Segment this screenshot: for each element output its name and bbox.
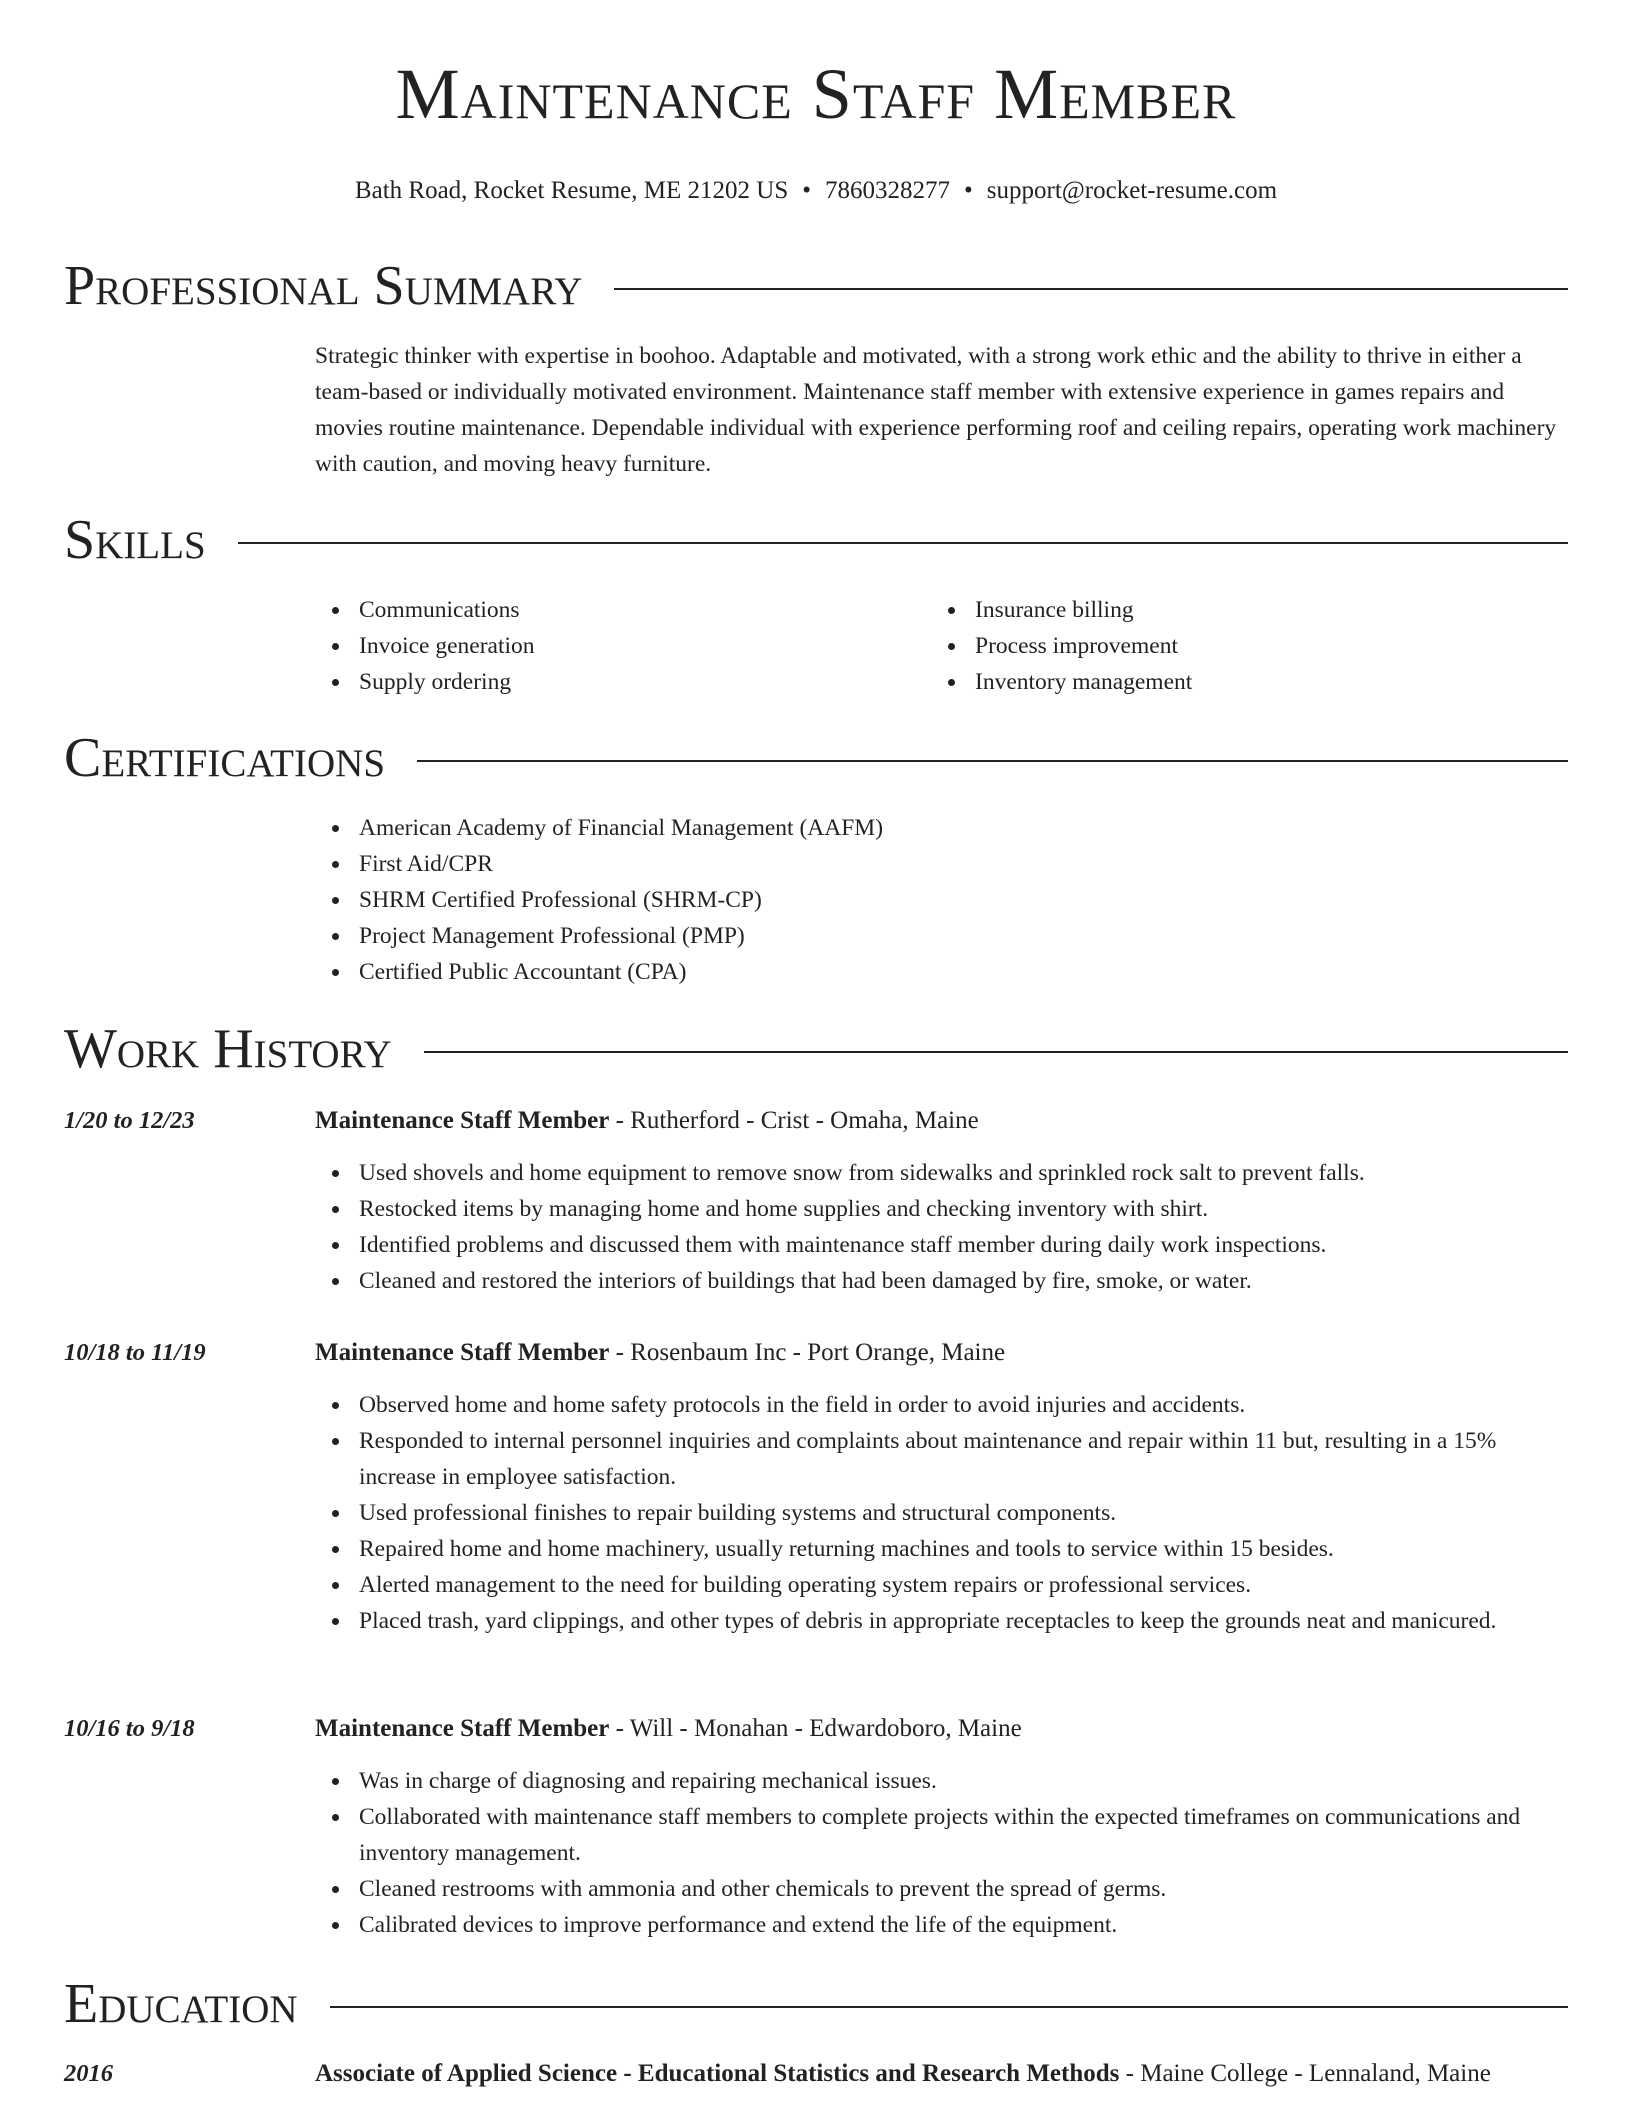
education-school-location: - Maine College - Lennaland, Maine — [1119, 2060, 1491, 2087]
job-duty-item: Used professional finishes to repair building systems and structural components. — [315, 1495, 1568, 1531]
section-title-summary: Professional Summary — [64, 255, 583, 317]
job-duty-item: Identified problems and discussed them with maintenance staff member during daily work inspections. — [315, 1227, 1568, 1263]
job-title-line — [315, 1711, 1568, 1747]
certification-item: First Aid/CPR — [315, 846, 1568, 882]
section-header-skills — [64, 509, 1568, 571]
contact-separator: • — [964, 177, 973, 204]
skill-item: Insurance billing — [931, 592, 1547, 628]
education-degree-line — [315, 2056, 1568, 2092]
job-employer-location: - Rutherford - Crist - Omaha, Maine — [609, 1107, 979, 1134]
section-header-certifications — [64, 727, 1568, 789]
section-title-work-history: Work History — [64, 1018, 392, 1080]
certification-item: American Academy of Financial Management (AAFM) — [315, 810, 1568, 846]
candidate-name: Maintenance Staff Member — [395, 54, 1237, 134]
section-header-education — [64, 1973, 1568, 2035]
section-title-certifications: Certifications — [64, 727, 386, 789]
contact-email: support@rocket-resume.com — [986, 177, 1278, 204]
education-degree: Associate of Applied Science - Educational Statistics and Research Methods — [315, 2060, 1120, 2087]
contact-line — [64, 176, 1568, 206]
job-employer-location: - Rosenbaum Inc - Port Orange, Maine — [609, 1339, 1006, 1366]
job-dates: 1/20 to 12/23 — [64, 1107, 195, 1134]
job-duty-item: Used shovels and home equipment to remove snow from sidewalks and sprinkled rock salt to prevent falls. — [315, 1155, 1568, 1191]
section-divider — [614, 288, 1568, 290]
summary-text: Strategic thinker with expertise in boohoo. Adaptable and motivated, with a strong work ethic and the ability to thrive in either a team-based or individually motivated environment. Maintenance staff member with extensive experience in games repairs and movies routine maintenance. Dependable individual with experience performing roof and ceiling repairs, operating work machinery with caution, and moving heavy furniture. — [315, 343, 1557, 477]
job-duty-item: Placed trash, yard clippings, and other types of debris in appropriate receptacles to keep the grounds neat and manicured. — [315, 1603, 1568, 1639]
job-duty-item: Collaborated with maintenance staff members to complete projects within the expected timeframes on communications and inventory management. — [315, 1799, 1568, 1871]
job-duty-item: Responded to internal personnel inquiries and complaints about maintenance and repair within 11 but, resulting in a 15% increase in employee satisfaction. — [315, 1423, 1568, 1495]
certification-item: Certified Public Accountant (CPA) — [315, 954, 1568, 990]
section-divider — [330, 2006, 1568, 2008]
job-duty-item: Alerted management to the need for building operating system repairs or professional services. — [315, 1567, 1568, 1603]
job-duty-item: Was in charge of diagnosing and repairing mechanical issues. — [315, 1763, 1568, 1799]
skills-column-left — [315, 592, 931, 700]
section-divider — [424, 1051, 1568, 1053]
contact-separator: • — [802, 177, 811, 204]
job-duties-list — [315, 1387, 1568, 1639]
section-header-summary — [64, 255, 1568, 317]
job-duty-item: Cleaned restrooms with ammonia and other chemicals to prevent the spread of germs. — [315, 1871, 1568, 1907]
certification-item: Project Management Professional (PMP) — [315, 918, 1568, 954]
job-duty-item: Cleaned and restored the interiors of buildings that had been damaged by fire, smoke, or water. — [315, 1263, 1568, 1299]
education-year: 2016 — [64, 2060, 113, 2087]
contact-address: Bath Road, Rocket Resume, ME 21202 US — [354, 177, 789, 204]
section-title-skills: Skills — [64, 509, 206, 571]
job-dates: 10/18 to 11/19 — [64, 1339, 206, 1366]
skills-list — [315, 592, 1568, 700]
skills-column-right — [931, 592, 1547, 700]
job-title-line — [315, 1103, 1568, 1139]
section-divider — [238, 542, 1568, 544]
job-duty-item: Restocked items by managing home and home supplies and checking inventory with shirt. — [315, 1191, 1568, 1227]
job-duty-item: Calibrated devices to improve performance and extend the life of the equipment. — [315, 1907, 1568, 1943]
skill-item: Supply ordering — [315, 664, 931, 700]
job-role: Maintenance Staff Member — [315, 1107, 610, 1134]
job-duty-item: Repaired home and home machinery, usually returning machines and tools to service within 15 besides. — [315, 1531, 1568, 1567]
job-title-line — [315, 1335, 1568, 1371]
skill-item: Communications — [315, 592, 931, 628]
job-employer-location: - Will - Monahan - Edwardoboro, Maine — [609, 1715, 1022, 1742]
section-divider — [417, 760, 1568, 762]
skill-item: Invoice generation — [315, 628, 931, 664]
section-title-education: Education — [64, 1973, 298, 2035]
job-duty-item: Observed home and home safety protocols in the field in order to avoid injuries and accidents. — [315, 1387, 1568, 1423]
job-duties-list — [315, 1155, 1568, 1299]
section-header-work-history — [64, 1018, 1568, 1080]
certification-item: SHRM Certified Professional (SHRM-CP) — [315, 882, 1568, 918]
job-role: Maintenance Staff Member — [315, 1715, 610, 1742]
certifications-list — [315, 810, 1568, 990]
contact-phone: 7860328277 — [825, 177, 950, 204]
skill-item: Process improvement — [931, 628, 1547, 664]
skill-item: Inventory management — [931, 664, 1547, 700]
job-duties-list — [315, 1763, 1568, 1943]
job-dates: 10/16 to 9/18 — [64, 1715, 195, 1742]
job-role: Maintenance Staff Member — [315, 1339, 610, 1366]
